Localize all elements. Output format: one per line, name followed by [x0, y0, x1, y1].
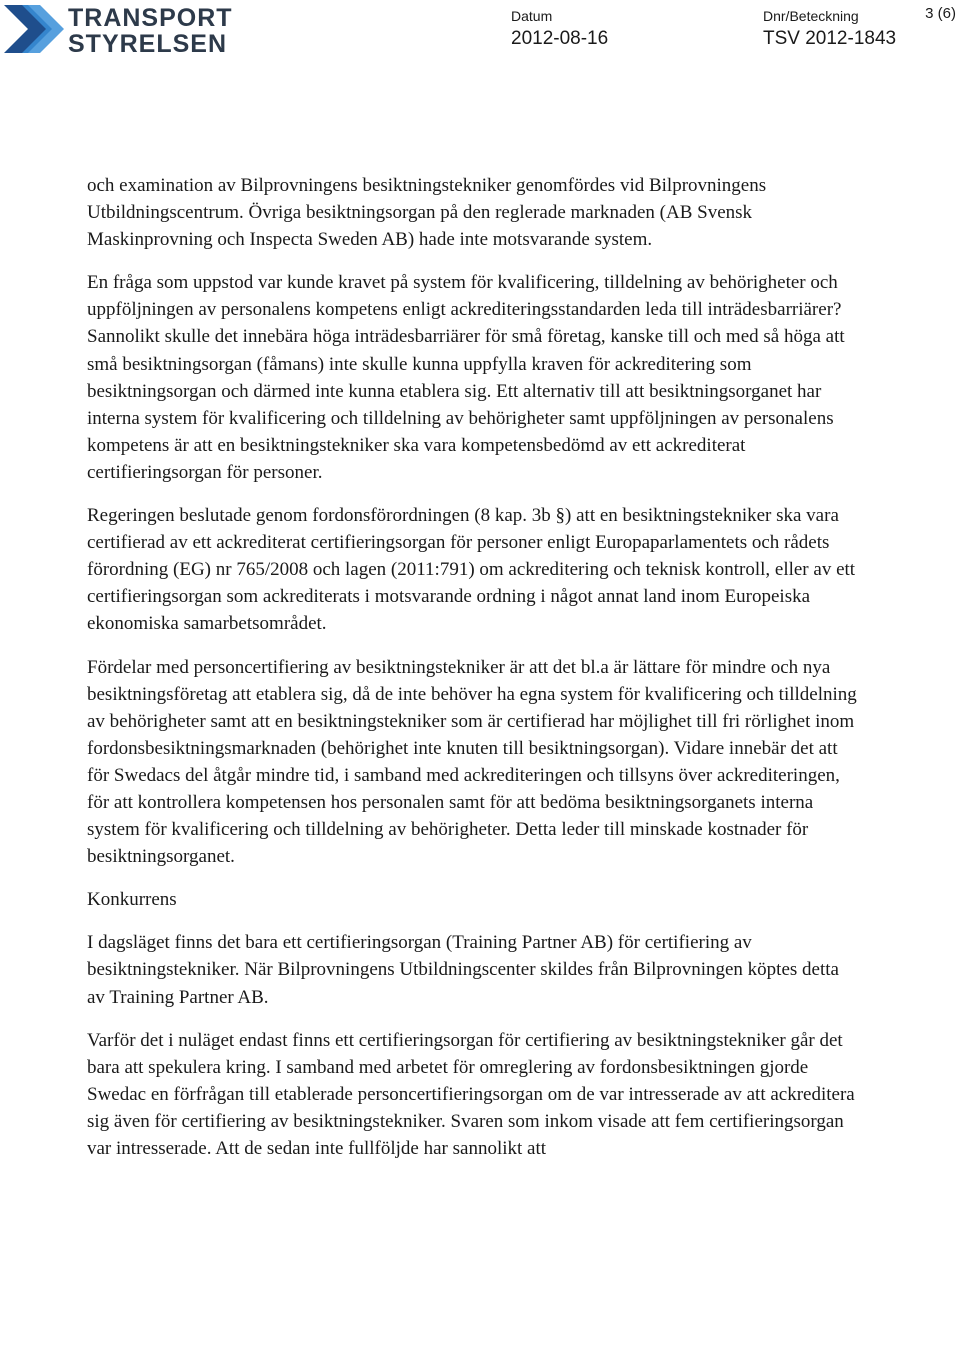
- date-block: [511, 7, 608, 51]
- paragraph-6: Varför det i nuläget endast finns ett certifieringsorgan för certifiering av besiktningstekniker går det bara att spekulera kring. I samband med arbetet för omreglering av fordonsbesiktningen gjorde Swedac en förfrågan till etablerade personcertifieringsorgan om de var intresserade av att ackreditera sig även för certifiering av besiktningstekniker. Svaren som inkom visade att fem certifieringsorgan var intresserade. Att de sedan inte fullföljde har sannolikt att: [87, 1029, 855, 1159]
- page-header: [0, 0, 960, 60]
- logo-mark-icon: [4, 3, 234, 55]
- reference-value: TSV 2012-1843: [763, 28, 897, 49]
- paragraph-4: Fördelar med personcertifiering av besiktningstekniker är att det bl.a är lättare för mindre och nya besiktningsföretag att etablera sig, då de inte behöver ha egna system för kvalificering och tilldelning av behörigheter samt att en besiktningstekniker som är certifierad har möjlighet till fri rörlighet inom fordonsbesiktningsmarknaden (behörighet inte knuten till besiktningsorgan). Vidare innebär det att för Swedacs del åtgår mindre tid, i samband med ackrediteringen och tillsyns över ackrediteringen, för att kontrollera kompetensen hos personalen samt för att bedöma besiktningsorganets interna system för kvalificering och tilldelning av behörigheter. Detta leder till minskade kostnader för besiktningsorganet.: [87, 656, 857, 868]
- logo-text-line2: STYRELSEN: [68, 30, 228, 55]
- document-body: [87, 172, 857, 1178]
- paragraph-3: Regeringen beslutade genom fordonsförordningen (8 kap. 3b §) att en besiktningstekniker ska vara certifierad av ett ackrediterat certifieringsorgan för personer enligt Europaparlamentets och rådets förordning (EG) nr 765/2008 och lagen (2011:791) om ackreditering och teknisk kontroll, eller av ett certifieringsorgan som ackrediterats i motsvarande ordning i något annat land inom Europeiska ekonomiska samarbetsområdet.: [87, 505, 856, 635]
- transportstyrelsen-logo: [4, 3, 234, 55]
- paragraph-5: I dagsläget finns det bara ett certifieringsorgan (Training Partner AB) för certifiering av besiktningstekniker. När Bilprovningens Utbildningscenter skildes från Bilprovningen köptes detta av Training Partner AB.: [87, 932, 839, 1008]
- paragraph-2: En fråga som uppstod var kunde kravet på system för kvalificering, tilldelning av behörigheter och uppföljningen av personalens kompetens enligt ackrediteringsstandarden leda till inträdesbarriärer? Sannolikt skulle det innebära höga inträdesbarriärer för små företag, kanske till och med så höga att små besiktningsorgan (fåmans) inte skulle kunna uppfylla kraven för ackreditering som besiktningsorgan och därmed inte kunna etablera sig. Ett alternativ till att besiktningsorganet har interna system för kvalificering och tilldelning av behörigheter samt uppföljningen av personalens kompetens är att en besiktningstekniker ska vara kompetensbedömd av ett ackrediterat certifieringsorgan för personer.: [87, 272, 845, 483]
- paragraph-1: och examination av Bilprovningens besiktningstekniker genomfördes vid Bilprovningens Utbildningscentrum. Övriga besiktningsorgan på den reglerade marknaden (AB Svensk Maskinprovning och Inspecta Sweden AB) hade inte motsvarande system.: [87, 175, 767, 251]
- reference-label: Dnr/Beteckning: [763, 8, 859, 24]
- date-label: Datum: [511, 8, 553, 24]
- logo-text-line1: TRANSPORT: [68, 4, 233, 32]
- reference-block: [763, 7, 896, 51]
- section-heading-konkurrens: Konkurrens: [87, 889, 177, 911]
- page-number: 3 (6): [925, 5, 956, 22]
- date-value: 2012-08-16: [511, 28, 609, 49]
